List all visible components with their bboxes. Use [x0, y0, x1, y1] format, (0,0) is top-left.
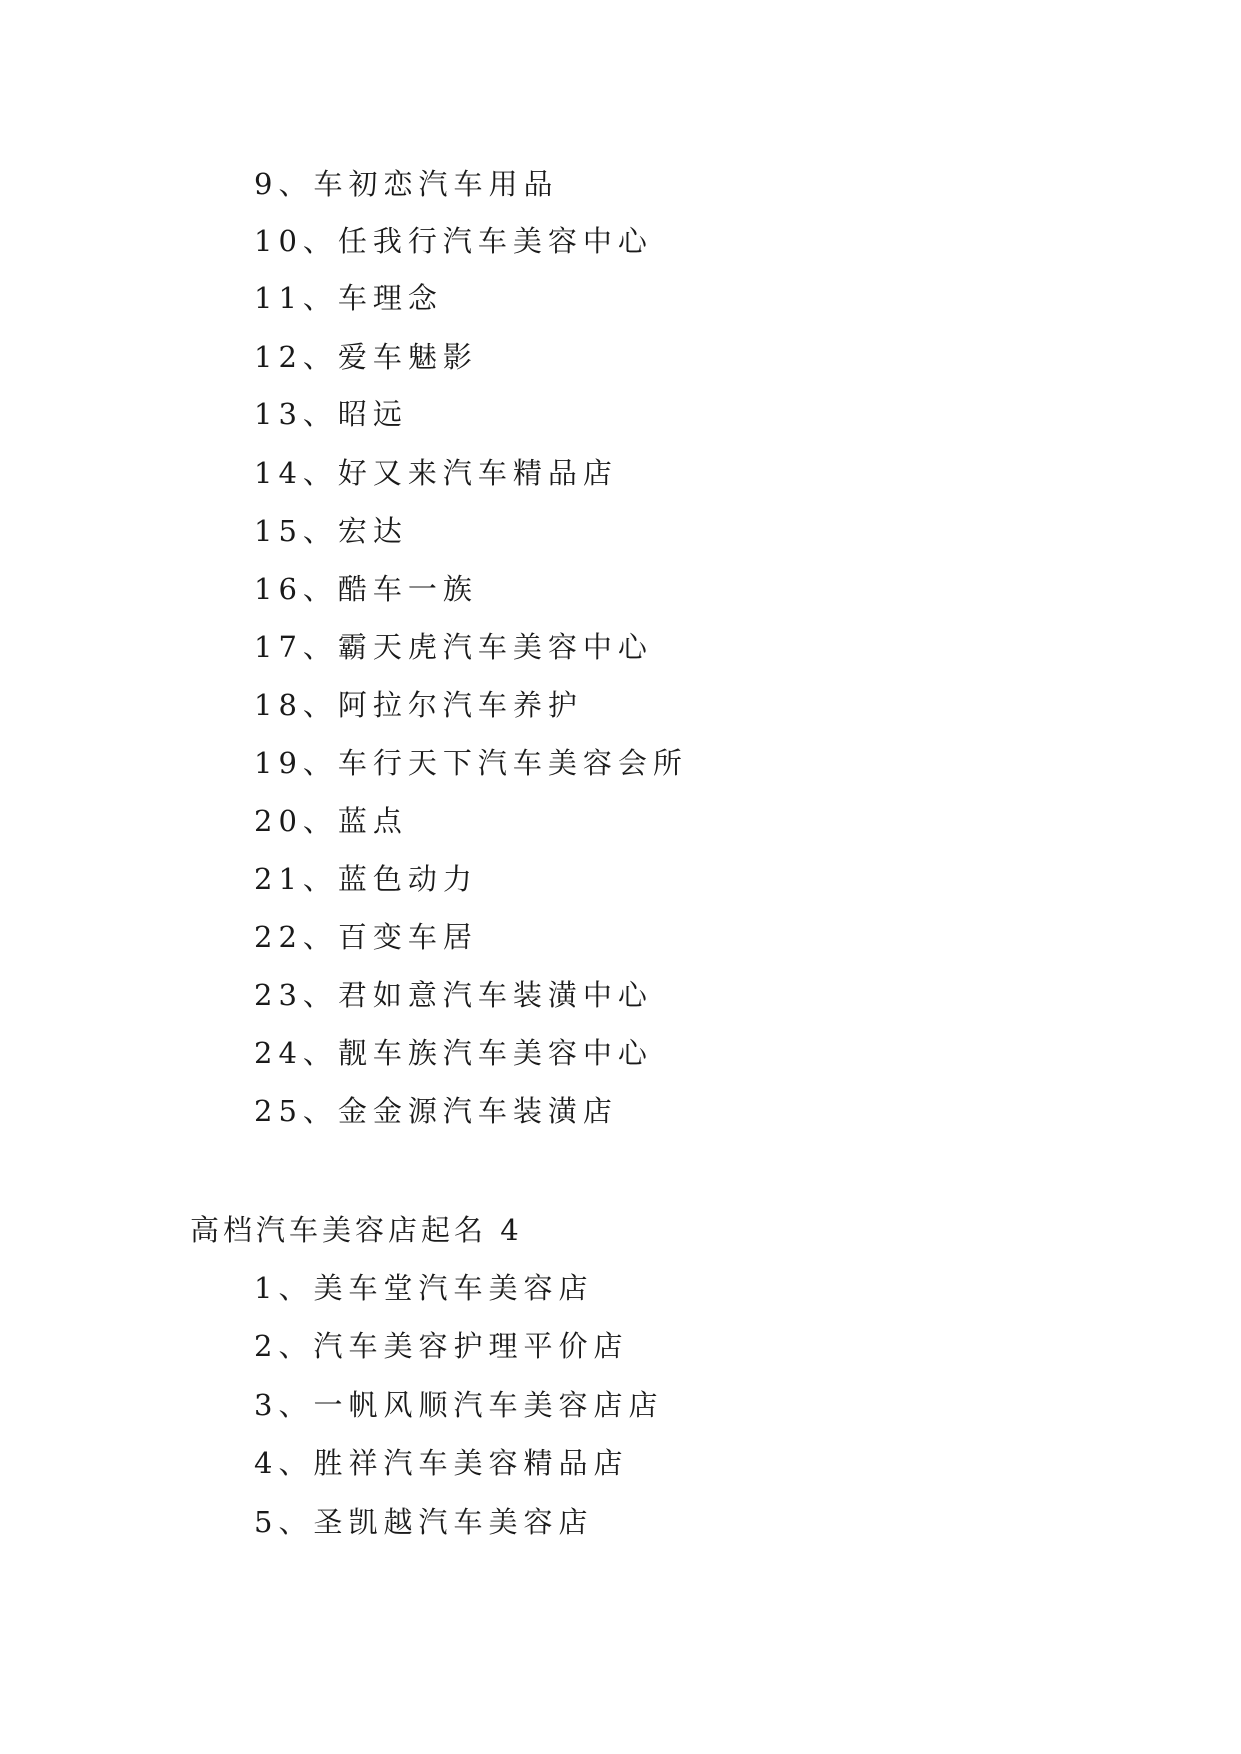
list-item: 23、君如意汽车装潢中心	[254, 978, 653, 1012]
list-item: 9、车初恋汽车用品	[254, 167, 559, 201]
list-item: 21、蓝色动力	[254, 862, 478, 896]
list-item: 25、金金源汽车装潢店	[254, 1094, 618, 1128]
list-item: 11、车理念	[254, 281, 443, 315]
section-heading: 高档汽车美容店起名 4	[190, 1213, 523, 1247]
list-item: 2、汽车美容护理平价店	[254, 1329, 629, 1363]
list-item: 19、车行天下汽车美容会所	[254, 746, 688, 780]
list-item: 15、宏达	[254, 514, 408, 548]
list-item: 4、胜祥汽车美容精品店	[254, 1446, 629, 1480]
list-item: 13、昭远	[254, 397, 408, 431]
list-item: 14、好又来汽车精品店	[254, 456, 618, 490]
list-item: 20、蓝点	[254, 804, 408, 838]
list-item: 1、美车堂汽车美容店	[254, 1271, 594, 1305]
list-item: 3、一帆风顺汽车美容店店	[254, 1388, 664, 1422]
list-item: 12、爱车魅影	[254, 340, 478, 374]
list-item: 24、靓车族汽车美容中心	[254, 1036, 653, 1070]
list-item: 18、阿拉尔汽车养护	[254, 688, 583, 722]
list-item: 22、百变车居	[254, 920, 478, 954]
list-item: 10、任我行汽车美容中心	[254, 224, 653, 258]
list-item: 17、霸天虎汽车美容中心	[254, 630, 653, 664]
list-item: 5、圣凯越汽车美容店	[254, 1505, 594, 1539]
list-item: 16、酷车一族	[254, 572, 478, 606]
